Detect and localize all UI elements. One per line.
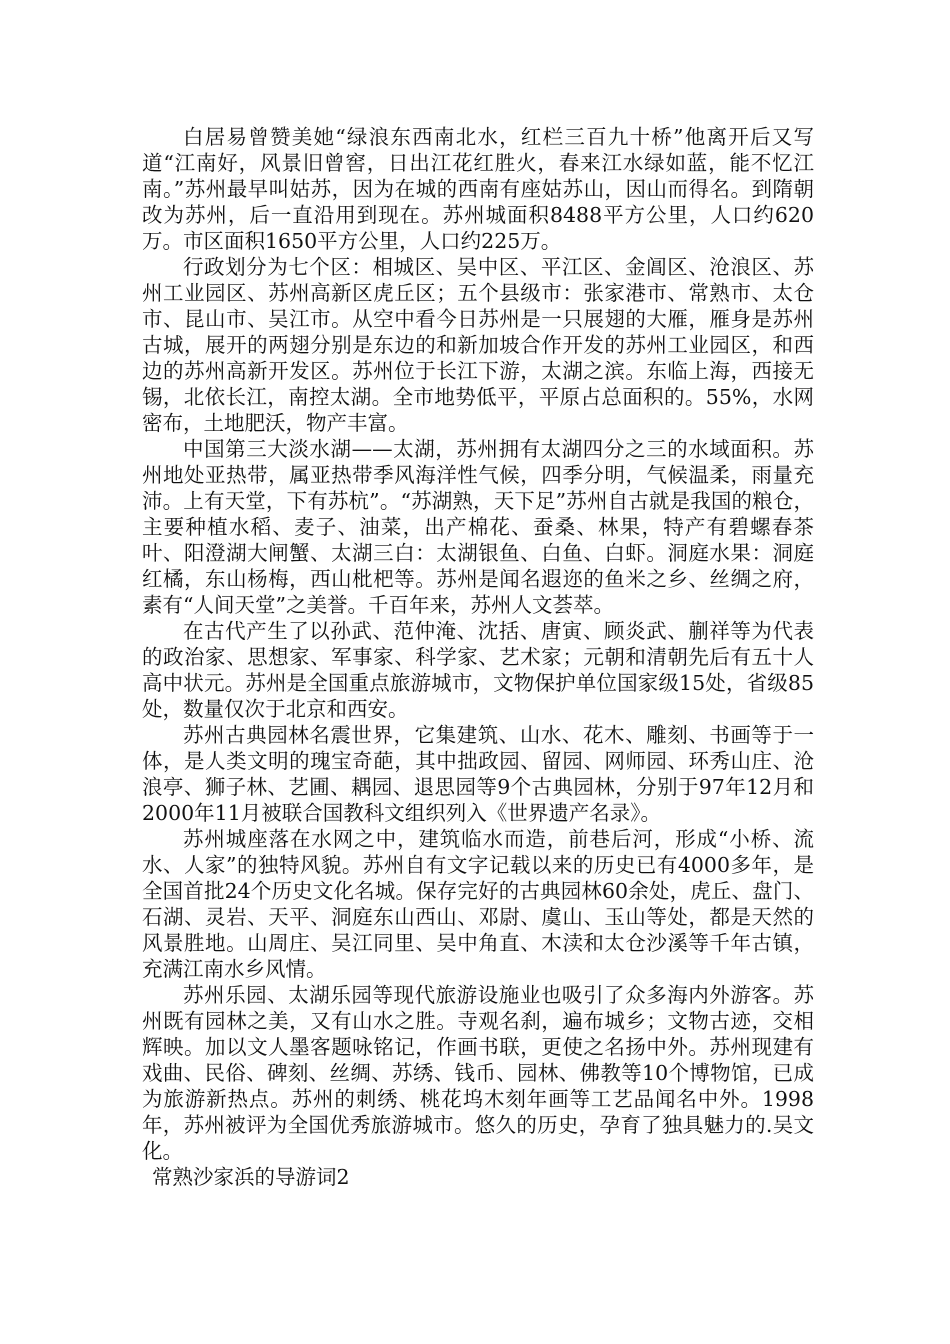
section-heading: 常熟沙家浜的导游词2: [152, 1165, 350, 1189]
paragraph-3: 中国第三大淡水湖——太湖，苏州拥有太湖四分之三的水域面积。苏州地处亚热带，属亚热带季风海洋性气候，四季分明，气候温柔，雨量充沛。上有天堂，下有苏杭”。“苏湖熟，天下足”苏州自古就是我国的粮仓，主要种植水稻、麦子、油菜，出产棉花、蚕桑、林果，特产有碧螺春茶叶、阳澄湖大闸蟹、太湖三白：太湖银鱼、白鱼、白虾。洞庭水果：洞庭红橘，东山杨梅，西山枇杷等。苏州是闻名遐迩的鱼米之乡、丝绸之府，素有“人间天堂”之美誉。千百年来，苏州人文荟萃。: [142, 437, 814, 617]
paragraph-7: 苏州乐园、太湖乐园等现代旅游设施业也吸引了众多海内外游客。苏州既有园林之美，又有山水之胜。寺观名刹，遍布城乡；文物古迹，交相辉映。加以文人墨客题咏铭记，作画书联，更使之名扬中外。苏州现建有戏曲、民俗、碑刻、丝绸、苏绣、钱币、园林、佛教等10个博物馆，已成为旅游新热点。苏州的刺绣、桃花坞木刻年画等工艺品闻名中外。1998年，苏州被评为全国优秀旅游城市。悠久的历史，孕育了独具魅力的.吴文化。: [142, 983, 814, 1163]
paragraph-6: 苏州城座落在水网之中，建筑临水而造，前巷后河，形成“小桥、流水、人家”的独特风貌。苏州自有文字记载以来的历史已有4000多年，是全国首批24个历史文化名城。保存完好的古典园林60余处，虎丘、盘门、石湖、灵岩、天平、洞庭东山西山、邓尉、虞山、玉山等处，都是天然的风景胜地。山周庄、吴江同里、吴中角直、木渎和太仓沙溪等千年古镇，充满江南水乡风情。: [142, 827, 814, 981]
document-body: [142, 124, 814, 1190]
paragraph-2: 行政划分为七个区：相城区、吴中区、平江区、金阊区、沧浪区、苏州工业园区、苏州高新区虎丘区；五个县级市：张家港市、常熟市、太仓市、昆山市、吴江市。从空中看今日苏州是一只展翅的大雁，雁身是苏州古城，展开的两翅分别是东边的和新加坡合作开发的苏州工业园区，和西边的苏州高新开发区。苏州位于长江下游，太湖之滨。东临上海，西接无锡，北依长江，南控太湖。全市地势低平，平原占总面积的。55%，水网密布，土地肥沃，物产丰富。: [142, 255, 814, 435]
paragraph-5: 苏州古典园林名震世界，它集建筑、山水、花木、雕刻、书画等于一体，是人类文明的瑰宝奇葩，其中拙政园、留园、网师园、环秀山庄、沧浪亭、狮子林、艺圃、耦园、退思园等9个古典园林，分别于97年12月和2000年11月被联合国教科文组织列入《世界遗产名录》。: [142, 723, 814, 825]
paragraph-4: 在古代产生了以孙武、范仲淹、沈括、唐寅、顾炎武、蒯祥等为代表的政治家、思想家、军事家、科学家、艺术家；元朝和清朝先后有五十人高中状元。苏州是全国重点旅游城市，文物保护单位国家级15处，省级85处，数量仅次于北京和西安。: [142, 619, 814, 721]
paragraph-1: 白居易曾赞美她“绿浪东西南北水，红栏三百九十桥”他离开后又写道“江南好，风景旧曾窖，日出江花红胜火，春来江水绿如蓝，能不忆江南。”苏州最早叫姑苏，因为在城的西南有座姑苏山，因山而得名。到隋朝改为苏州，后一直沿用到现在。苏州城面积8488平方公里，人口约620万。市区面积1650平方公里，人口约225万。: [142, 125, 814, 253]
